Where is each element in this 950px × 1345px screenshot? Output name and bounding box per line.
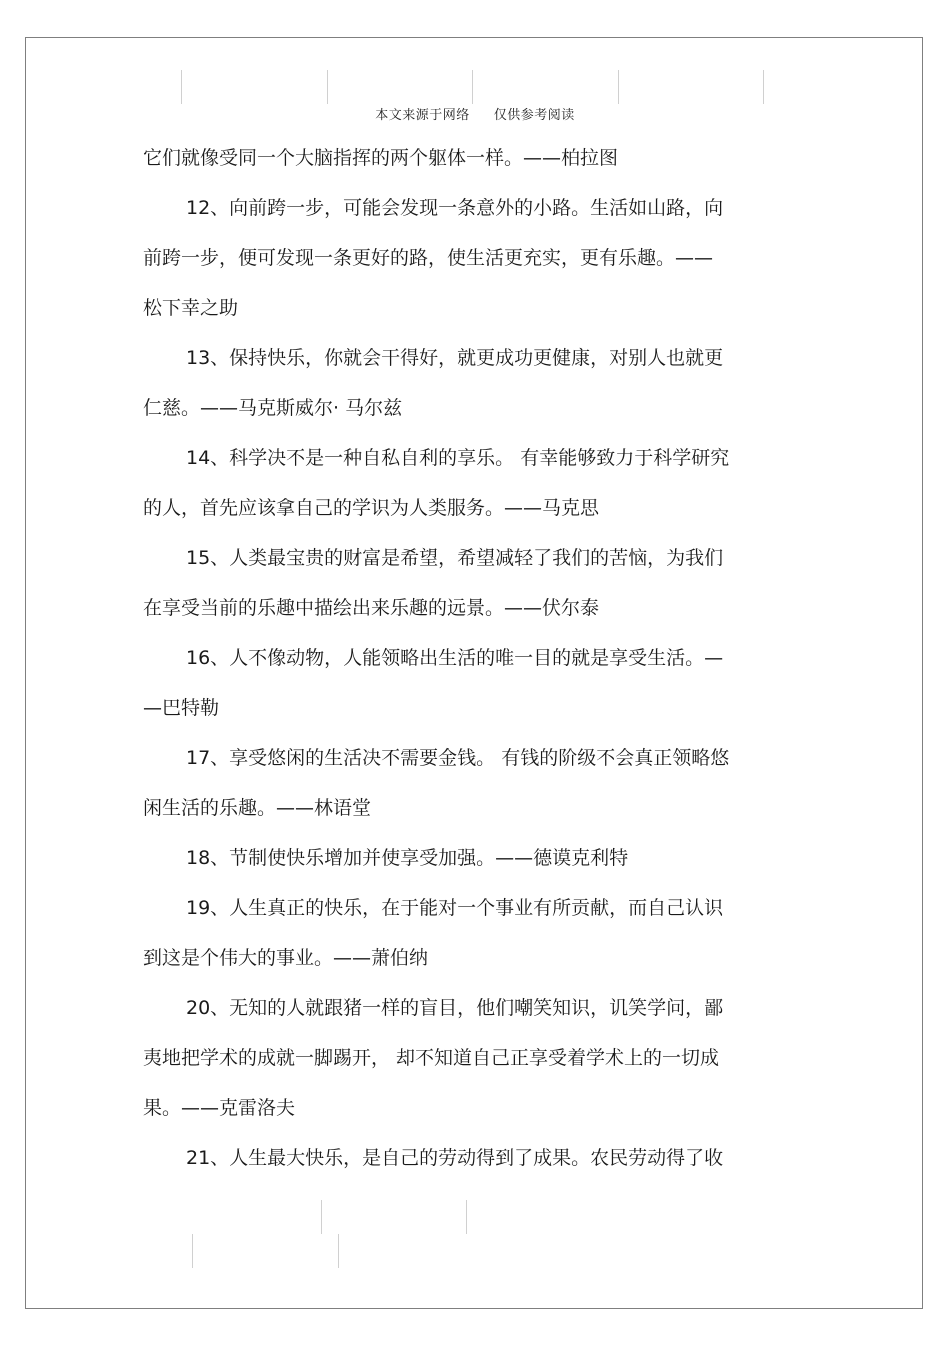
header-tick <box>181 70 182 104</box>
page-header <box>0 104 950 123</box>
quote-20-line-1: 20、无知的人就跟猪一样的盲目，他们嘲笑知识，讥笑学问，鄙 <box>186 997 724 1019</box>
quote-18-line-1: 18、节制使快乐增加并使享受加强。——德谟克利特 <box>186 847 629 869</box>
quote-21-line-1: 21、人生最大快乐，是自己的劳动得到了成果。农民劳动得了收 <box>186 1147 724 1169</box>
quote-17-line-2: 闲生活的乐趣。——林语堂 <box>143 797 372 819</box>
header-source-text: 本文来源于网络 <box>375 108 470 123</box>
quote-20-line-2: 夷地把学术的成就一脚踢开， 却不知道自己正享受着学术上的一切成 <box>143 1047 720 1069</box>
quote-14-line-2: 的人，首先应该拿自己的学识为人类服务。——马克思 <box>143 497 600 519</box>
header-tick <box>472 70 473 104</box>
footer-tick <box>192 1234 193 1268</box>
quote-13-line-1: 13、保持快乐，你就会干得好，就更成功更健康，对别人也就更 <box>186 347 724 369</box>
quote-16-line-1: 16、人不像动物，人能领略出生活的唯一目的就是享受生活。— <box>186 647 724 669</box>
header-tick <box>763 70 764 104</box>
quote-19-line-1: 19、人生真正的快乐，在于能对一个事业有所贡献，而自己认识 <box>186 897 724 919</box>
quote-19-line-2: 到这是个伟大的事业。——萧伯纳 <box>143 947 429 969</box>
quote-12-line-1: 12、向前跨一步，可能会发现一条意外的小路。生活如山路，向 <box>186 197 724 219</box>
quote-20-line-3: 果。——克雷洛夫 <box>143 1097 296 1119</box>
quote-14-line-1: 14、科学决不是一种自私自利的享乐。 有幸能够致力于科学研究 <box>186 447 730 469</box>
header-tick <box>618 70 619 104</box>
document-body <box>143 133 798 1183</box>
text-line: 它们就像受同一个大脑指挥的两个躯体一样。——柏拉图 <box>143 147 619 169</box>
quote-12-line-3: 松下幸之助 <box>143 297 239 319</box>
footer-tick <box>338 1234 339 1268</box>
quote-17-line-1: 17、享受悠闲的生活决不需要金钱。 有钱的阶级不会真正领略悠 <box>186 747 730 769</box>
footer-tick <box>466 1200 467 1234</box>
quote-15-line-1: 15、人类最宝贵的财富是希望，希望减轻了我们的苦恼，为我们 <box>186 547 724 569</box>
quote-15-line-2: 在享受当前的乐趣中描绘出来乐趣的远景。——伏尔泰 <box>143 597 600 619</box>
header-tick <box>327 70 328 104</box>
quote-16-line-2: —巴特勒 <box>143 697 220 719</box>
footer-tick <box>321 1200 322 1234</box>
header-reference-text: 仅供参考阅读 <box>493 108 575 123</box>
quote-12-line-2: 前跨一步，便可发现一条更好的路，使生活更充实，更有乐趣。—— <box>143 247 714 269</box>
quote-13-line-2: 仁慈。——马克斯威尔· 马尔兹 <box>143 397 403 419</box>
